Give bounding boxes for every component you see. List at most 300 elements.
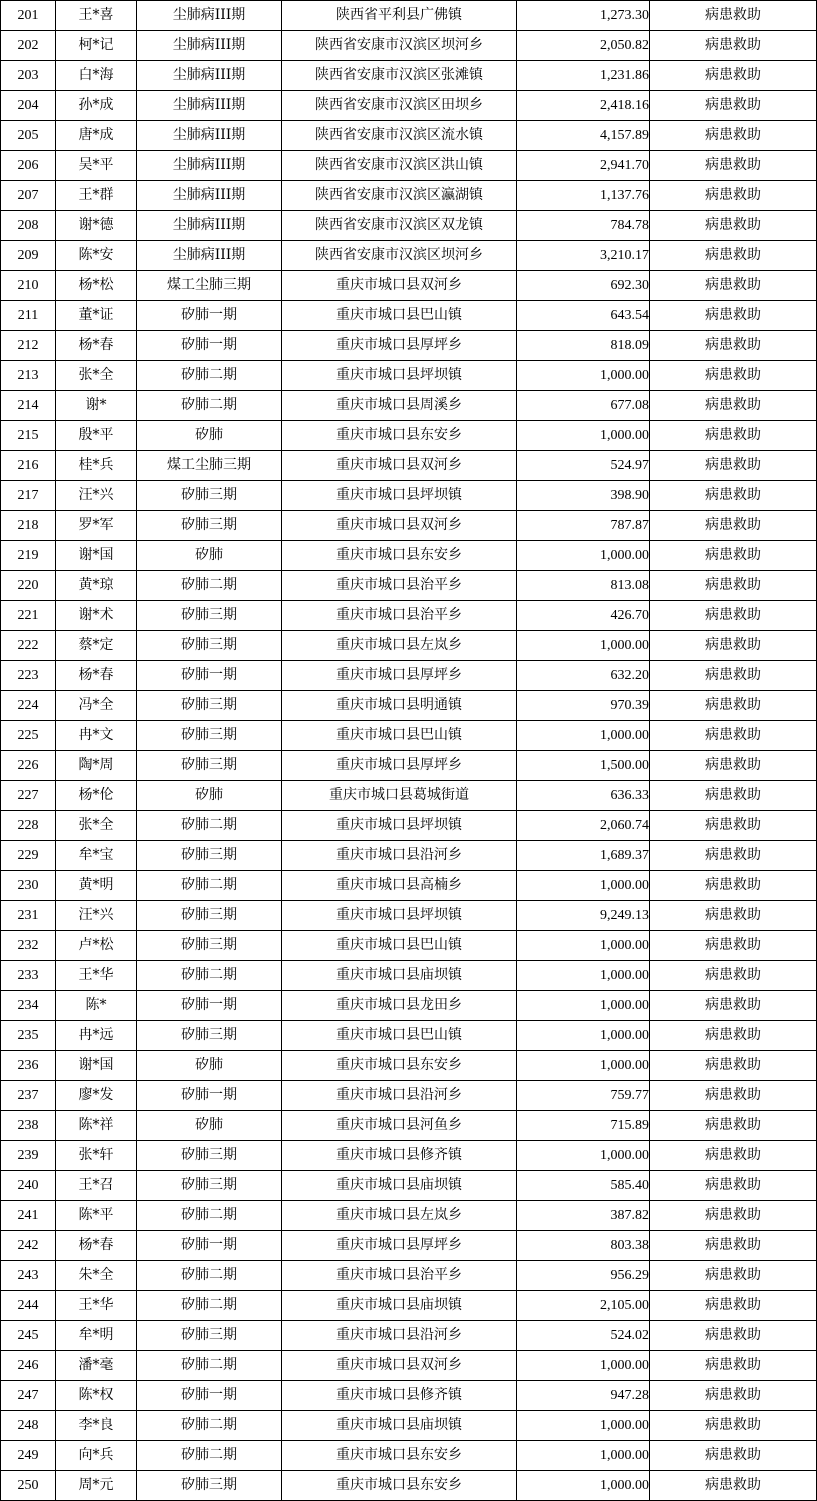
row-number-cell: 203	[1, 61, 56, 91]
name-cell: 唐*成	[56, 121, 137, 151]
aid-type-cell: 病患救助	[650, 1201, 817, 1231]
table-row	[1, 841, 817, 871]
address-cell: 重庆市城口县修齐镇	[282, 1141, 517, 1171]
row-number-cell: 242	[1, 1231, 56, 1261]
aid-type-cell: 病患救助	[650, 1081, 817, 1111]
disease-cell: 矽肺三期	[137, 1321, 282, 1351]
disease-cell: 矽肺一期	[137, 331, 282, 361]
table-row	[1, 451, 817, 481]
amount-cell: 1,231.86	[517, 61, 650, 91]
row-number-cell: 232	[1, 931, 56, 961]
table-row	[1, 331, 817, 361]
name-cell: 潘*毫	[56, 1351, 137, 1381]
address-cell: 重庆市城口县双河乡	[282, 511, 517, 541]
name-cell: 陈*祥	[56, 1111, 137, 1141]
row-number-cell: 226	[1, 751, 56, 781]
amount-cell: 818.09	[517, 331, 650, 361]
disease-cell: 煤工尘肺三期	[137, 451, 282, 481]
amount-cell: 1,000.00	[517, 931, 650, 961]
table-row	[1, 91, 817, 121]
table-row	[1, 871, 817, 901]
row-number-cell: 202	[1, 31, 56, 61]
table-row	[1, 421, 817, 451]
row-number-cell: 250	[1, 1471, 56, 1501]
name-cell: 牟*明	[56, 1321, 137, 1351]
disease-cell: 煤工尘肺三期	[137, 271, 282, 301]
disease-cell: 矽肺三期	[137, 1021, 282, 1051]
table-row	[1, 1171, 817, 1201]
disease-cell: 矽肺二期	[137, 1201, 282, 1231]
aid-type-cell: 病患救助	[650, 511, 817, 541]
address-cell: 重庆市城口县周溪乡	[282, 391, 517, 421]
amount-cell: 1,000.00	[517, 1411, 650, 1441]
table-row	[1, 1081, 817, 1111]
aid-type-cell: 病患救助	[650, 211, 817, 241]
amount-cell: 1,000.00	[517, 961, 650, 991]
name-cell: 张*全	[56, 361, 137, 391]
disease-cell: 矽肺二期	[137, 961, 282, 991]
amount-cell: 692.30	[517, 271, 650, 301]
name-cell: 冉*远	[56, 1021, 137, 1051]
amount-cell: 398.90	[517, 481, 650, 511]
amount-cell: 1,000.00	[517, 1021, 650, 1051]
aid-type-cell: 病患救助	[650, 1, 817, 31]
table-row	[1, 991, 817, 1021]
disease-cell: 尘肺病III期	[137, 121, 282, 151]
amount-cell: 1,689.37	[517, 841, 650, 871]
disease-cell: 尘肺病III期	[137, 181, 282, 211]
amount-cell: 632.20	[517, 661, 650, 691]
row-number-cell: 240	[1, 1171, 56, 1201]
table-row	[1, 691, 817, 721]
amount-cell: 677.08	[517, 391, 650, 421]
name-cell: 张*轩	[56, 1141, 137, 1171]
disease-cell: 矽肺一期	[137, 301, 282, 331]
aid-type-cell: 病患救助	[650, 61, 817, 91]
address-cell: 重庆市城口县巴山镇	[282, 931, 517, 961]
table-row	[1, 1051, 817, 1081]
table-row	[1, 391, 817, 421]
amount-cell: 803.38	[517, 1231, 650, 1261]
disease-cell: 矽肺三期	[137, 751, 282, 781]
name-cell: 冉*文	[56, 721, 137, 751]
disease-cell: 尘肺病III期	[137, 1, 282, 31]
disease-cell: 矽肺三期	[137, 481, 282, 511]
address-cell: 重庆市城口县沿河乡	[282, 1321, 517, 1351]
address-cell: 重庆市城口县厚坪乡	[282, 661, 517, 691]
aid-type-cell: 病患救助	[650, 991, 817, 1021]
address-cell: 重庆市城口县河鱼乡	[282, 1111, 517, 1141]
amount-cell: 970.39	[517, 691, 650, 721]
aid-type-cell: 病患救助	[650, 1381, 817, 1411]
aid-type-cell: 病患救助	[650, 571, 817, 601]
disease-cell: 矽肺二期	[137, 1441, 282, 1471]
name-cell: 白*海	[56, 61, 137, 91]
disease-cell: 矽肺	[137, 781, 282, 811]
disease-cell: 尘肺病III期	[137, 151, 282, 181]
address-cell: 重庆市城口县左岚乡	[282, 1201, 517, 1231]
row-number-cell: 213	[1, 361, 56, 391]
row-number-cell: 224	[1, 691, 56, 721]
table-row	[1, 271, 817, 301]
address-cell: 重庆市城口县坪坝镇	[282, 811, 517, 841]
row-number-cell: 236	[1, 1051, 56, 1081]
row-number-cell: 220	[1, 571, 56, 601]
table-row	[1, 931, 817, 961]
name-cell: 吴*平	[56, 151, 137, 181]
disease-cell: 矽肺二期	[137, 871, 282, 901]
amount-cell: 956.29	[517, 1261, 650, 1291]
disease-cell: 尘肺病III期	[137, 211, 282, 241]
name-cell: 殷*平	[56, 421, 137, 451]
address-cell: 重庆市城口县坪坝镇	[282, 901, 517, 931]
address-cell: 重庆市城口县坪坝镇	[282, 481, 517, 511]
name-cell: 谢*国	[56, 1051, 137, 1081]
row-number-cell: 201	[1, 1, 56, 31]
aid-type-cell: 病患救助	[650, 541, 817, 571]
table-row	[1, 781, 817, 811]
disease-cell: 尘肺病III期	[137, 91, 282, 121]
disease-cell: 矽肺一期	[137, 1381, 282, 1411]
aid-type-cell: 病患救助	[650, 691, 817, 721]
disease-cell: 矽肺二期	[137, 571, 282, 601]
address-cell: 重庆市城口县东安乡	[282, 1471, 517, 1501]
disease-cell: 矽肺二期	[137, 391, 282, 421]
disease-cell: 矽肺二期	[137, 1291, 282, 1321]
address-cell: 重庆市城口县治平乡	[282, 571, 517, 601]
table-row	[1, 301, 817, 331]
name-cell: 陈*平	[56, 1201, 137, 1231]
address-cell: 重庆市城口县坪坝镇	[282, 361, 517, 391]
amount-cell: 2,418.16	[517, 91, 650, 121]
amount-cell: 947.28	[517, 1381, 650, 1411]
table-row	[1, 661, 817, 691]
row-number-cell: 234	[1, 991, 56, 1021]
table-row	[1, 151, 817, 181]
amount-cell: 2,060.74	[517, 811, 650, 841]
table-row	[1, 751, 817, 781]
disease-cell: 尘肺病III期	[137, 61, 282, 91]
row-number-cell: 230	[1, 871, 56, 901]
row-number-cell: 249	[1, 1441, 56, 1471]
address-cell: 重庆市城口县沿河乡	[282, 841, 517, 871]
row-number-cell: 225	[1, 721, 56, 751]
aid-type-cell: 病患救助	[650, 421, 817, 451]
amount-cell: 387.82	[517, 1201, 650, 1231]
aid-type-cell: 病患救助	[650, 1411, 817, 1441]
name-cell: 牟*宝	[56, 841, 137, 871]
amount-cell: 1,000.00	[517, 871, 650, 901]
name-cell: 王*华	[56, 961, 137, 991]
table-row	[1, 511, 817, 541]
amount-cell: 426.70	[517, 601, 650, 631]
name-cell: 桂*兵	[56, 451, 137, 481]
table-row	[1, 541, 817, 571]
aid-type-cell: 病患救助	[650, 181, 817, 211]
aid-type-cell: 病患救助	[650, 631, 817, 661]
amount-cell: 524.02	[517, 1321, 650, 1351]
amount-cell: 1,000.00	[517, 541, 650, 571]
address-cell: 陕西省安康市汉滨区流水镇	[282, 121, 517, 151]
amount-cell: 524.97	[517, 451, 650, 481]
row-number-cell: 238	[1, 1111, 56, 1141]
address-cell: 重庆市城口县厚坪乡	[282, 751, 517, 781]
aid-type-cell: 病患救助	[650, 361, 817, 391]
amount-cell: 585.40	[517, 1171, 650, 1201]
name-cell: 廖*发	[56, 1081, 137, 1111]
disease-cell: 矽肺二期	[137, 1261, 282, 1291]
row-number-cell: 206	[1, 151, 56, 181]
aid-type-cell: 病患救助	[650, 451, 817, 481]
table-row	[1, 1471, 817, 1501]
address-cell: 重庆市城口县双河乡	[282, 451, 517, 481]
aid-type-cell: 病患救助	[650, 601, 817, 631]
address-cell: 重庆市城口县治平乡	[282, 601, 517, 631]
amount-cell: 1,000.00	[517, 361, 650, 391]
disease-cell: 矽肺三期	[137, 1471, 282, 1501]
table-row	[1, 121, 817, 151]
address-cell: 陕西省安康市汉滨区双龙镇	[282, 211, 517, 241]
amount-cell: 636.33	[517, 781, 650, 811]
disease-cell: 矽肺	[137, 1051, 282, 1081]
table-row	[1, 61, 817, 91]
name-cell: 王*喜	[56, 1, 137, 31]
name-cell: 杨*春	[56, 1231, 137, 1261]
aid-type-cell: 病患救助	[650, 271, 817, 301]
row-number-cell: 216	[1, 451, 56, 481]
amount-cell: 1,000.00	[517, 1351, 650, 1381]
amount-cell: 715.89	[517, 1111, 650, 1141]
name-cell: 董*证	[56, 301, 137, 331]
disease-cell: 矽肺二期	[137, 811, 282, 841]
amount-cell: 1,273.30	[517, 1, 650, 31]
name-cell: 黄*琼	[56, 571, 137, 601]
disease-cell: 矽肺	[137, 541, 282, 571]
row-number-cell: 243	[1, 1261, 56, 1291]
name-cell: 王*群	[56, 181, 137, 211]
amount-cell: 643.54	[517, 301, 650, 331]
address-cell: 重庆市城口县厚坪乡	[282, 1231, 517, 1261]
disease-cell: 矽肺三期	[137, 1171, 282, 1201]
aid-type-cell: 病患救助	[650, 121, 817, 151]
aid-type-cell: 病患救助	[650, 391, 817, 421]
address-cell: 重庆市城口县东安乡	[282, 1051, 517, 1081]
row-number-cell: 211	[1, 301, 56, 331]
disease-cell: 矽肺三期	[137, 841, 282, 871]
amount-cell: 1,000.00	[517, 721, 650, 751]
row-number-cell: 209	[1, 241, 56, 271]
table-row	[1, 601, 817, 631]
row-number-cell: 248	[1, 1411, 56, 1441]
table-row	[1, 31, 817, 61]
name-cell: 谢*国	[56, 541, 137, 571]
address-cell: 陕西省平利县广佛镇	[282, 1, 517, 31]
disease-cell: 尘肺病III期	[137, 241, 282, 271]
address-cell: 重庆市城口县治平乡	[282, 1261, 517, 1291]
row-number-cell: 212	[1, 331, 56, 361]
table-row	[1, 1411, 817, 1441]
name-cell: 陶*周	[56, 751, 137, 781]
name-cell: 黄*明	[56, 871, 137, 901]
table-row	[1, 211, 817, 241]
table-row	[1, 901, 817, 931]
table-row	[1, 1021, 817, 1051]
aid-type-cell: 病患救助	[650, 1021, 817, 1051]
table-row	[1, 1321, 817, 1351]
aid-type-cell: 病患救助	[650, 1171, 817, 1201]
name-cell: 陈*安	[56, 241, 137, 271]
aid-type-cell: 病患救助	[650, 931, 817, 961]
disease-cell: 矽肺一期	[137, 661, 282, 691]
table-body	[1, 1, 817, 1501]
table-row	[1, 811, 817, 841]
amount-cell: 1,000.00	[517, 631, 650, 661]
amount-cell: 784.78	[517, 211, 650, 241]
table-row	[1, 1381, 817, 1411]
row-number-cell: 205	[1, 121, 56, 151]
address-cell: 重庆市城口县东安乡	[282, 1441, 517, 1471]
disease-cell: 矽肺	[137, 421, 282, 451]
aid-type-cell: 病患救助	[650, 1111, 817, 1141]
amount-cell: 4,157.89	[517, 121, 650, 151]
address-cell: 重庆市城口县庙坝镇	[282, 1411, 517, 1441]
amount-cell: 2,941.70	[517, 151, 650, 181]
address-cell: 陕西省安康市汉滨区坝河乡	[282, 31, 517, 61]
name-cell: 王*召	[56, 1171, 137, 1201]
table-row	[1, 1111, 817, 1141]
aid-type-cell: 病患救助	[650, 721, 817, 751]
row-number-cell: 207	[1, 181, 56, 211]
aid-type-cell: 病患救助	[650, 1261, 817, 1291]
table-row	[1, 181, 817, 211]
aid-type-cell: 病患救助	[650, 1351, 817, 1381]
name-cell: 柯*记	[56, 31, 137, 61]
row-number-cell: 223	[1, 661, 56, 691]
amount-cell: 1,000.00	[517, 991, 650, 1021]
address-cell: 陕西省安康市汉滨区洪山镇	[282, 151, 517, 181]
name-cell: 杨*伦	[56, 781, 137, 811]
name-cell: 杨*春	[56, 331, 137, 361]
amount-cell: 1,500.00	[517, 751, 650, 781]
table-row	[1, 571, 817, 601]
row-number-cell: 239	[1, 1141, 56, 1171]
aid-type-cell: 病患救助	[650, 961, 817, 991]
name-cell: 陈*权	[56, 1381, 137, 1411]
address-cell: 重庆市城口县明通镇	[282, 691, 517, 721]
amount-cell: 2,050.82	[517, 31, 650, 61]
table-row	[1, 241, 817, 271]
address-cell: 重庆市城口县东安乡	[282, 421, 517, 451]
disease-cell: 矽肺一期	[137, 1231, 282, 1261]
row-number-cell: 241	[1, 1201, 56, 1231]
aid-type-cell: 病患救助	[650, 1321, 817, 1351]
row-number-cell: 210	[1, 271, 56, 301]
amount-cell: 1,000.00	[517, 1471, 650, 1501]
aid-type-cell: 病患救助	[650, 1291, 817, 1321]
name-cell: 张*全	[56, 811, 137, 841]
amount-cell: 759.77	[517, 1081, 650, 1111]
row-number-cell: 228	[1, 811, 56, 841]
aid-type-cell: 病患救助	[650, 1051, 817, 1081]
row-number-cell: 208	[1, 211, 56, 241]
address-cell: 重庆市城口县沿河乡	[282, 1081, 517, 1111]
name-cell: 卢*松	[56, 931, 137, 961]
name-cell: 汪*兴	[56, 481, 137, 511]
aid-type-cell: 病患救助	[650, 331, 817, 361]
table-row	[1, 721, 817, 751]
address-cell: 重庆市城口县东安乡	[282, 541, 517, 571]
address-cell: 陕西省安康市汉滨区张滩镇	[282, 61, 517, 91]
aid-type-cell: 病患救助	[650, 901, 817, 931]
name-cell: 孙*成	[56, 91, 137, 121]
table-row	[1, 1201, 817, 1231]
aid-type-cell: 病患救助	[650, 481, 817, 511]
amount-cell: 1,000.00	[517, 1441, 650, 1471]
row-number-cell: 215	[1, 421, 56, 451]
table-row	[1, 631, 817, 661]
address-cell: 陕西省安康市汉滨区瀛湖镇	[282, 181, 517, 211]
row-number-cell: 237	[1, 1081, 56, 1111]
name-cell: 谢*德	[56, 211, 137, 241]
address-cell: 陕西省安康市汉滨区田坝乡	[282, 91, 517, 121]
disease-cell: 矽肺一期	[137, 991, 282, 1021]
amount-cell: 1,137.76	[517, 181, 650, 211]
aid-type-cell: 病患救助	[650, 1231, 817, 1261]
disease-cell: 尘肺病III期	[137, 31, 282, 61]
row-number-cell: 244	[1, 1291, 56, 1321]
address-cell: 重庆市城口县龙田乡	[282, 991, 517, 1021]
amount-cell: 2,105.00	[517, 1291, 650, 1321]
aid-type-cell: 病患救助	[650, 751, 817, 781]
name-cell: 杨*松	[56, 271, 137, 301]
aid-type-cell: 病患救助	[650, 1141, 817, 1171]
disease-cell: 矽肺三期	[137, 601, 282, 631]
row-number-cell: 233	[1, 961, 56, 991]
address-cell: 重庆市城口县葛城街道	[282, 781, 517, 811]
amount-cell: 1,000.00	[517, 1051, 650, 1081]
row-number-cell: 204	[1, 91, 56, 121]
amount-cell: 787.87	[517, 511, 650, 541]
name-cell: 冯*全	[56, 691, 137, 721]
aid-type-cell: 病患救助	[650, 661, 817, 691]
aid-type-cell: 病患救助	[650, 781, 817, 811]
address-cell: 重庆市城口县厚坪乡	[282, 331, 517, 361]
row-number-cell: 221	[1, 601, 56, 631]
aid-type-cell: 病患救助	[650, 841, 817, 871]
disease-cell: 矽肺三期	[137, 631, 282, 661]
address-cell: 陕西省安康市汉滨区坝河乡	[282, 241, 517, 271]
disease-cell: 矽肺三期	[137, 691, 282, 721]
disease-cell: 矽肺二期	[137, 1411, 282, 1441]
table-row	[1, 961, 817, 991]
aid-type-cell: 病患救助	[650, 1441, 817, 1471]
name-cell: 周*元	[56, 1471, 137, 1501]
aid-type-cell: 病患救助	[650, 1471, 817, 1501]
row-number-cell: 247	[1, 1381, 56, 1411]
table-row	[1, 1231, 817, 1261]
address-cell: 重庆市城口县庙坝镇	[282, 1291, 517, 1321]
aid-type-cell: 病患救助	[650, 91, 817, 121]
address-cell: 重庆市城口县双河乡	[282, 271, 517, 301]
aid-type-cell: 病患救助	[650, 31, 817, 61]
aid-type-cell: 病患救助	[650, 241, 817, 271]
table-row	[1, 1441, 817, 1471]
name-cell: 杨*春	[56, 661, 137, 691]
address-cell: 重庆市城口县修齐镇	[282, 1381, 517, 1411]
address-cell: 重庆市城口县高楠乡	[282, 871, 517, 901]
address-cell: 重庆市城口县巴山镇	[282, 1021, 517, 1051]
address-cell: 重庆市城口县巴山镇	[282, 721, 517, 751]
